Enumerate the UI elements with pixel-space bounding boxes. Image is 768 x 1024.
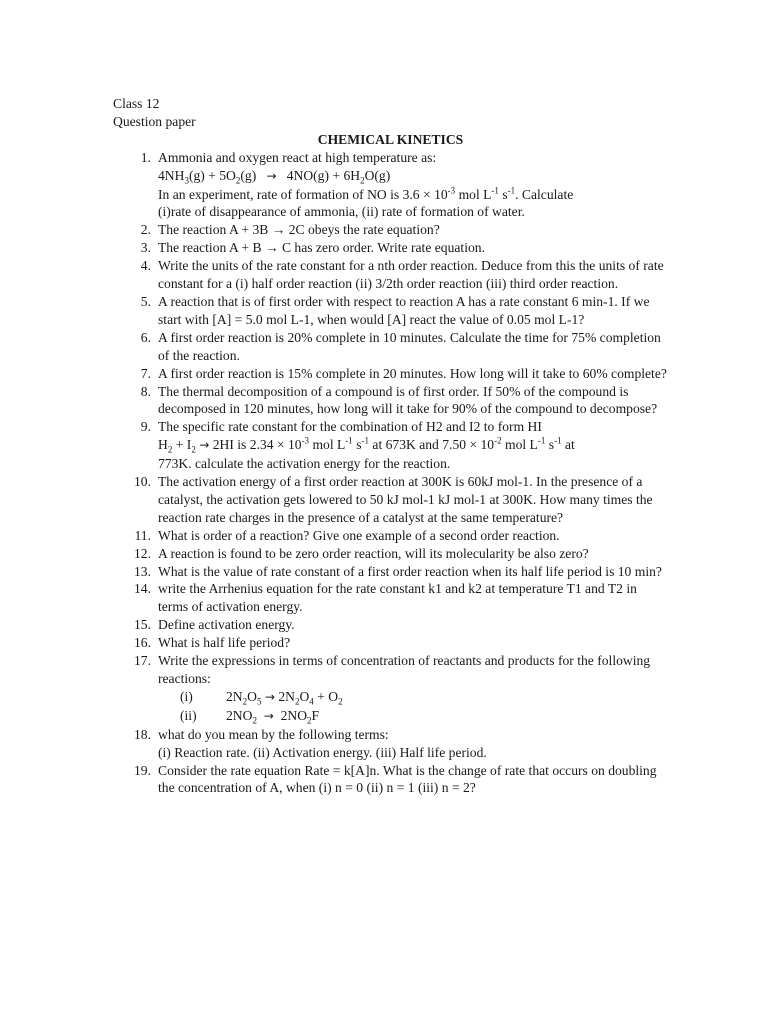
question-number: 8.	[140, 383, 151, 399]
question-number: 2.	[140, 222, 151, 238]
arrow-icon: →	[199, 438, 210, 453]
question-text: A first order reaction is 20% complete in 10 minutes. Calculate the time for 75% completion of the reaction.	[158, 329, 661, 363]
question-number: 4.	[140, 258, 151, 274]
question-14	[113, 580, 668, 616]
question-8	[113, 383, 668, 419]
question-number: 9.	[140, 419, 151, 435]
question-text: Write the expressions in terms of concentration of reactants and products for the following reactions:	[158, 653, 651, 686]
question-10	[113, 473, 668, 527]
question-text: What is order of a reaction? Give one example of a second order reaction.	[158, 527, 560, 543]
question-18	[113, 726, 668, 762]
question-number: 5.	[140, 293, 151, 309]
question-text: A first order reaction is 15% complete in 20 minutes. How long will it take to 60% complete?	[158, 365, 667, 381]
question-text: Write the units of the rate constant for a nth order reaction. Deduce from this the units of rate constant for a (i) half order reaction (ii) 3/2th order reaction (iii) third order reaction.	[158, 258, 664, 292]
question-text: What is the value of rate constant of a first order reaction when its half life period is 10 min?	[158, 563, 662, 579]
question-15	[113, 616, 668, 634]
question-text: A reaction is found to be zero order reaction, will its molecularity be also zero?	[158, 545, 589, 561]
question-text: what do you mean by the following terms:	[158, 726, 389, 742]
question-7	[113, 365, 668, 383]
question-17	[113, 652, 668, 726]
question-text: Ammonia and oxygen react at high temperature as:	[158, 149, 437, 165]
question-text: The reaction A + 3B → 2C obeys the rate equation?	[158, 222, 440, 238]
question-text: The activation energy of a first order reaction at 300K is 60kJ mol-1. In the presence of a catalyst, the activation gets lowered to 50 kJ mol-1 kJ mol-1 at 300K. How many times the reaction rate charges in the presence of a catalyst at the same temperature?	[158, 474, 653, 525]
question-number: 13.	[134, 563, 151, 579]
question-number: 1.	[140, 149, 151, 165]
sub-reaction-1: (i) $2N_2O_5 \to 2N_2O_4 + O_2$	[180, 688, 343, 707]
question-16	[113, 634, 668, 652]
question-subparts: (i) Reaction rate. (ii) Activation energy. (iii) Half life period.	[158, 744, 487, 760]
question-9	[113, 418, 668, 473]
question-19	[113, 762, 668, 798]
question-number: 18.	[134, 726, 151, 742]
page-title: CHEMICAL KINETICS	[317, 131, 464, 147]
question-number: 14.	[134, 581, 151, 597]
question-number: 10.	[134, 474, 151, 490]
question-number: 11.	[134, 527, 151, 543]
question-number: 15.	[134, 617, 151, 633]
question-4	[113, 257, 668, 293]
question-13	[113, 563, 668, 581]
question-number: 3.	[140, 240, 151, 256]
question-text: The reaction A + B → C has zero order. Write rate equation.	[158, 240, 485, 256]
question-text: The thermal decomposition of a compound is of first order. If 50% of the compound is decomposed in 120 minutes, how long will it take for 90% of the compound to decompose?	[158, 383, 658, 417]
question-number: 12.	[134, 545, 151, 561]
paper-label: Question paper	[113, 113, 196, 129]
question-text: What is half life period?	[158, 635, 291, 651]
question-text: Define activation energy.	[158, 617, 295, 633]
sub-reaction-2: (ii) $2NO_2 \to 2NO_2F$	[180, 707, 320, 726]
question-number: 19.	[134, 762, 151, 778]
question-list	[113, 149, 668, 798]
question-number: 16.	[134, 635, 151, 651]
arrow-icon: →	[266, 168, 277, 183]
reaction-equation: $4NH_3(g) + 5O_2(g)$ → $4NO(g) + 6H_2O(g)$	[158, 167, 391, 186]
question-1	[113, 149, 668, 222]
question-text: The specific rate constant for the combination of H2 and I2 to form HI	[158, 419, 542, 435]
arrow-icon: →	[264, 689, 275, 704]
question-12	[113, 545, 668, 563]
question-number: 7.	[140, 365, 151, 381]
question-text-continued: In an experiment, rate of formation of NO is $3.6 \times 10^{-3}$ mol $L^{-1}$ $s^{-1}$. Calculate	[158, 185, 574, 202]
question-6	[113, 329, 668, 365]
arrow-icon: →	[263, 708, 274, 723]
class-label: Class 12	[113, 96, 160, 111]
question-text: A reaction that is of first order with respect to reaction A has a rate constant 6 min-1. If we start with [A] = 5.0 mol L-1, when would [A] react the value of 0.05 mol L-1?	[158, 293, 650, 327]
question-11	[113, 527, 668, 545]
question-2	[113, 221, 668, 239]
question-text: Consider the rate equation Rate = k[A]n. What is the change of rate that occurs on doubling the concentration of A, when (i) n = 0 (ii) n = 1 (iii) n = 2?	[158, 762, 657, 796]
reaction-equation: $H_2 + I_2 \to 2HI$ is $2.34 \times 10^{-3}$ mol $L^{-1}$ $s^{-1}$ at 673K and $7.50 \times 10^{-2}$ mol $L^{-1}$ $s^{-1}$ at	[158, 435, 575, 455]
question-number: 6.	[140, 329, 151, 345]
question-text: write the Arrhenius equation for the rate constant k1 and k2 at temperature T1 and T2 in terms of activation energy.	[158, 581, 637, 615]
question-3	[113, 239, 668, 257]
question-5	[113, 293, 668, 329]
question-subparts: (i)rate of disappearance of ammonia, (ii) rate of formation of water.	[158, 204, 525, 220]
question-number: 17.	[134, 653, 151, 669]
question-text-continued: 773K. calculate the activation energy for the reaction.	[158, 456, 451, 472]
